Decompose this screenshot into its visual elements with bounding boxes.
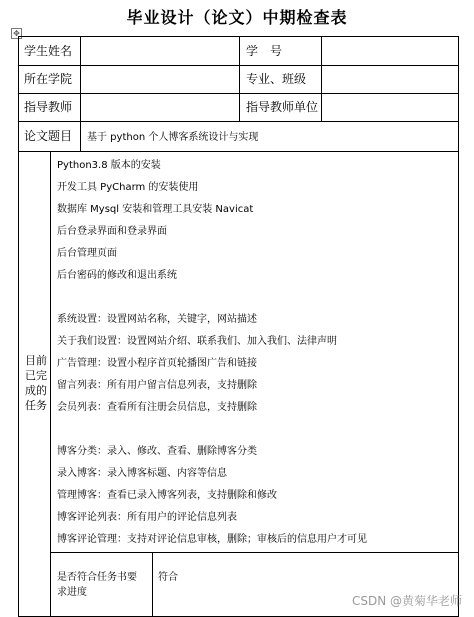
task-item: 留言列表：所有用户留言信息列表，支持删除 (57, 380, 257, 391)
task-item: 录入博客：录入博客标题、内容等信息 (57, 468, 227, 479)
task-item: 广告管理：设置小程序首页轮播图广告和链接 (57, 358, 257, 369)
task-item: 系统设置：设置网站名称，关键字，网站描述 (57, 314, 257, 325)
progress-question-label: 求进度 (57, 587, 87, 598)
advisor-unit-label: 指导教师单位 (246, 100, 319, 114)
task-item: Python3.8 版本的安装 (57, 160, 161, 171)
task-item: 博客分类：录入、修改、查看、删除博客分类 (57, 446, 257, 457)
check-form-table (18, 36, 459, 617)
task-item: 数据库 Mysql 安装和管理工具安装 Navicat (57, 204, 254, 215)
completed-tasks-label: 目前 已完 成的 任务 (25, 354, 47, 412)
task-item: 管理博客：查看已录入博客列表，支持删除和修改 (57, 490, 277, 501)
task-item: 博客评论列表：所有用户的评论信息列表 (57, 512, 237, 523)
thesis-title-label: 论文题目 (24, 129, 73, 143)
student-id-label: 学 号 (246, 44, 283, 58)
progress-answer: 符合 (158, 572, 178, 583)
thesis-title-value: 基于 python 个人博客系统设计与实现 (87, 132, 259, 143)
task-item: 会员列表：查看所有注册会员信息，支持删除 (57, 402, 257, 413)
student-name-label: 学生姓名 (24, 44, 73, 58)
task-item: 后台管理页面 (57, 248, 117, 259)
watermark: CSDN @黄菊华老师 (351, 594, 462, 608)
advisor-label: 指导教师 (24, 100, 73, 114)
task-item: 开发工具 PyCharm 的安装使用 (57, 182, 199, 193)
task-item: 后台密码的修改和退出系统 (57, 270, 177, 281)
task-item: 后台登录界面和登录界面 (57, 226, 167, 237)
task-item: 关于我们设置：设置网站介绍、联系我们、加入我们、法律声明 (57, 336, 337, 347)
major-class-label: 专业、班级 (246, 72, 307, 86)
page-title: 毕业设计（论文）中期检查表 (126, 8, 348, 27)
task-item: 博客评论管理：支持对评论信息审核，删除；审核后的信息用户才可见 (57, 534, 367, 545)
progress-question-label: 是否符合任务书要 (57, 572, 137, 583)
college-label: 所在学院 (24, 72, 73, 86)
move-handle-icon[interactable]: ✥ (11, 28, 22, 39)
